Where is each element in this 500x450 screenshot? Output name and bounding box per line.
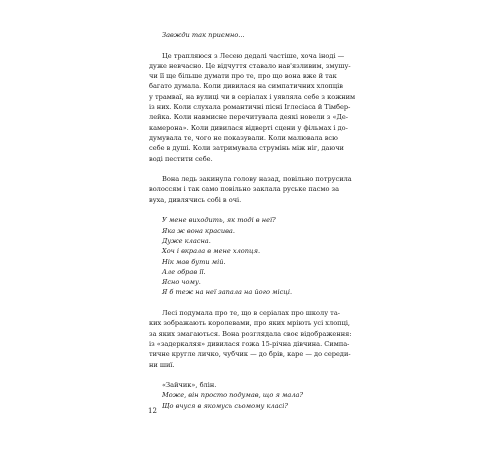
poem-1-line: Нік мав бути мій.: [162, 257, 226, 266]
paragraph-3-line: із «задеркаляя» дивилася гожа 15-річна дівчина. Симпа-: [149, 339, 350, 348]
paragraph-1-line: думувала те, чого не показували. Коли малювала всю: [149, 133, 338, 142]
paragraph-3-line: ни шиї.: [149, 360, 175, 369]
paragraph-1-line: Це трапляюся з Лесею дедалі частіше, хоча іноді —: [162, 51, 345, 60]
spacer: [149, 370, 369, 380]
paragraph-2-line: волоссям і так само повільно заклала руське пасмо за: [149, 185, 340, 194]
poem-1-line: Але обрав її.: [162, 267, 206, 276]
poem-2-line: Може, він просто подумав, що я мала?: [162, 391, 303, 400]
poem-1-line: Я б теж на неї запала на його місці.: [162, 288, 293, 297]
paragraph-1-line: із них. Коли слухала романтичні пісні Іглесіаса й Тімбер-: [149, 103, 351, 112]
poem-1-line: Ясно чому.: [162, 278, 201, 287]
paragraph-3-line: тичне кругле личко, чубчик — до брів, каре — до середи-: [149, 350, 351, 359]
paragraph-1-line: лейка. Коли навмисне перечитувала деякі новели з «Де-: [149, 113, 349, 122]
paragraph-2-line: Вона ледь закинула голову назад, повільно потрусила: [162, 175, 352, 184]
paragraph-1-line: дуже невчасно. Це відчуття ставало нав'язливим, змушу-: [149, 61, 351, 70]
paragraph-1-line: камерона». Коли дивилася відверті сцени у фільмах і до-: [149, 123, 348, 132]
poem-2-line: Що вчуся в якомусь сьомому класі?: [162, 401, 288, 410]
page-number: 12: [148, 407, 157, 415]
paragraph-1-line: чи її ще більше думати про те, про що вона вже й так: [149, 72, 337, 81]
paragraph-1-line: багато думала. Коли дивилася на симпатичних хлопців: [149, 82, 343, 91]
poem-1-line: У мене виходить, як тоді в неї?: [162, 216, 276, 225]
page-text: [149, 30, 369, 411]
paragraph-4: «Зайчик», блін.: [162, 381, 217, 390]
poem-1-line: Яка ж вона красива.: [162, 226, 235, 235]
paragraph-2-line: вуха, дивлячись собі в очі.: [149, 195, 242, 204]
paragraph-3-line: Лесі подумала про те, що в серіалах про школу та-: [162, 309, 340, 318]
poem-1-line: Дуже класна.: [162, 236, 211, 245]
opening-line: Завжди так приємно...: [162, 31, 245, 39]
spacer: [149, 164, 369, 174]
paragraph-1-line: у трамваї, на вулиці чи в серіалах і уявляла себе з кожним: [149, 92, 356, 101]
spacer: [149, 205, 369, 215]
paragraph-3-line: за яких змагаються. Вона розглядала своє відображення:: [149, 329, 352, 338]
paragraph-3-line: ких зображають королевами, про яких мріють усі хлопці,: [149, 319, 351, 328]
paragraph-1-line: себе в душі. Коли затримувала струмінь між ніг, даючи: [149, 144, 344, 153]
spacer: [149, 298, 369, 308]
poem-1-line: Хоч і вкрала в мене хлопця.: [162, 247, 261, 256]
paragraph-1: [149, 51, 369, 164]
poem-1: [149, 215, 369, 297]
poem-2: [149, 390, 369, 411]
paragraph-2: [149, 174, 369, 205]
paragraph-3: [149, 308, 369, 370]
spacer: [149, 40, 369, 50]
paragraph-1-line: воді пестити себе.: [149, 154, 213, 163]
